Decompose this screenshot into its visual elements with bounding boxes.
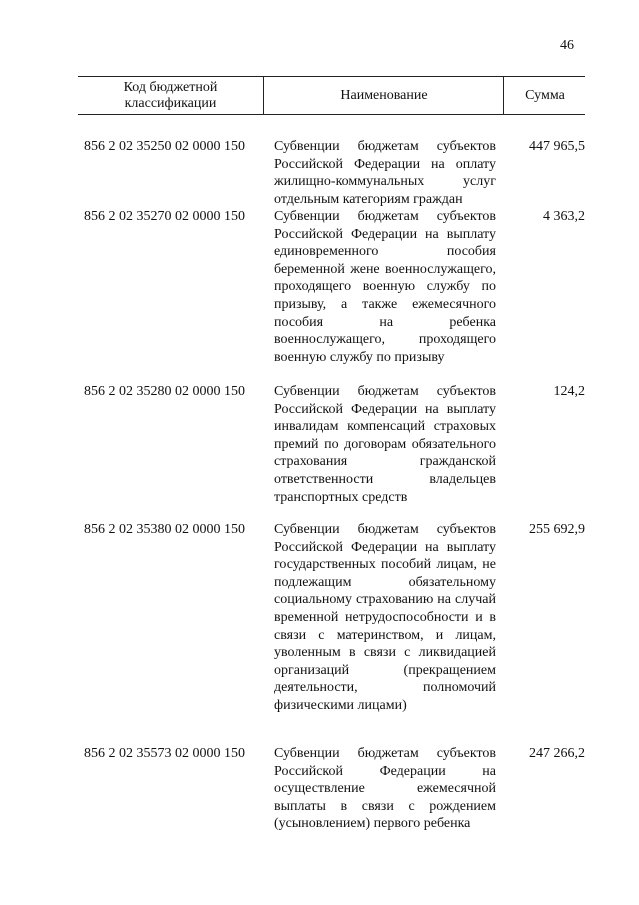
table-header: [78, 76, 585, 115]
row-amount: 447 965,5: [529, 139, 585, 154]
page-number: 46: [560, 38, 574, 53]
row-code: 856 2 02 35270 02 0000 150: [84, 209, 245, 224]
row-name: Субвенции бюджетам субъектов Российской Федерации на выплату единовременного пособия беременной жене военнослужащего, проходящего военную службу по призыву, а также ежемесячного пособия на ребенка военнослужащего, проходящего военную службу по призыву: [274, 209, 496, 365]
row-name: Субвенции бюджетам субъектов Российской Федерации на выплату государственных пособий лицам, не подлежащим обязательному социальному страхованию на случай временной нетрудоспособности и в связи с материнством, и лицам, уволенным в связи с ликвидацией организаций (прекращением деятельности, полномочий физическими лицами): [274, 522, 496, 713]
row-amount: 247 266,2: [529, 746, 585, 761]
row-code: 856 2 02 35280 02 0000 150: [84, 384, 245, 399]
row-name: Субвенции бюджетам субъектов Российской Федерации на оплату жилищно-коммунальных услуг отдельным категориям граждан: [274, 139, 496, 207]
row-code: 856 2 02 35250 02 0000 150: [84, 139, 245, 154]
row-name: Субвенции бюджетам субъектов Российской Федерации на выплату инвалидам компенсаций страховых премий по договорам обязательного страхования гражданской ответственности владельцев транспортных средств: [274, 384, 496, 505]
row-amount: 4 363,2: [543, 209, 585, 224]
row-amount: 124,2: [553, 384, 585, 399]
row-amount: 255 692,9: [529, 522, 585, 537]
header-name: Наименование: [265, 77, 504, 114]
row-name: Субвенции бюджетам субъектов Российской Федерации на осуществление ежемесячной выплаты в связи с рождением (усыновлением) первого ребенка: [274, 746, 496, 832]
row-code: 856 2 02 35380 02 0000 150: [84, 522, 245, 537]
header-code: Код бюджетной классификации: [78, 77, 264, 114]
row-code: 856 2 02 35573 02 0000 150: [84, 746, 245, 761]
header-amount: Сумма: [525, 88, 565, 103]
